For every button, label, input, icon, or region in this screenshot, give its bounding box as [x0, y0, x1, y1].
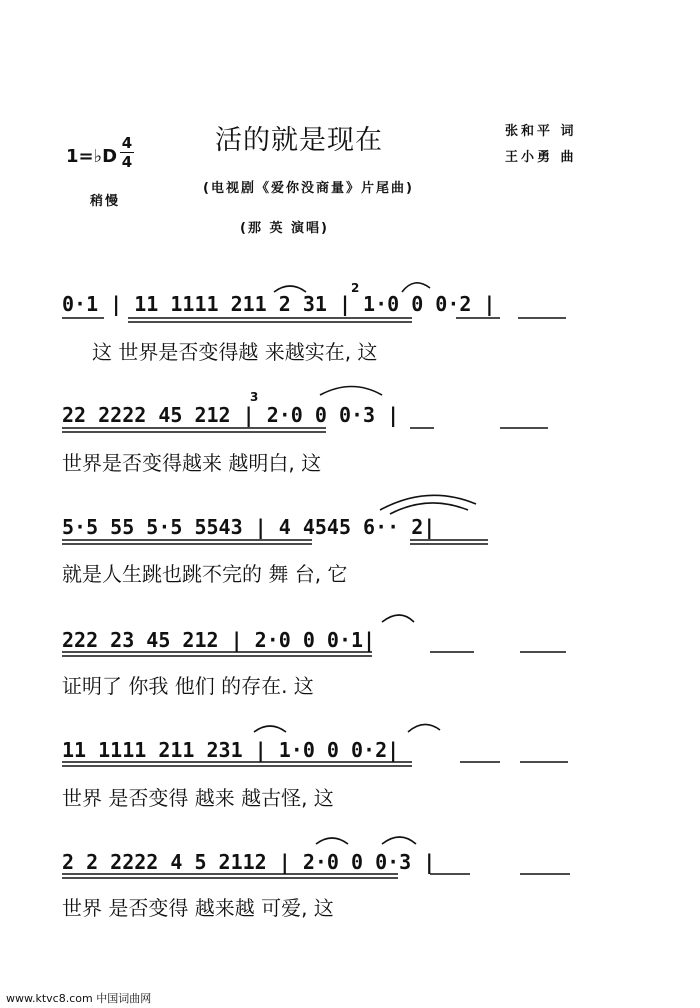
- lyric-line-2: 世界是否变得越来 越明白, 这: [62, 451, 322, 475]
- slur: [320, 387, 382, 396]
- tempo-marking: 稍慢: [90, 194, 121, 209]
- slur: [382, 837, 416, 844]
- lyric-line-5: 世界 是否变得 越来 越古怪, 这: [62, 786, 334, 810]
- slur: [254, 726, 286, 732]
- lyric-line-4: 证明了 你我 他们 的存在. 这: [62, 674, 314, 698]
- notation-line-6: 2 2 2222 4 5 2112 | 2·0 0 0·3 |: [62, 850, 436, 874]
- slur: [402, 283, 430, 292]
- slur: [390, 503, 468, 514]
- grace-note-2: 3: [250, 390, 259, 404]
- lyric-line-1: 这 世界是否变得越 来越实在, 这: [92, 340, 378, 364]
- slur: [316, 838, 348, 844]
- slur: [408, 724, 440, 732]
- key-signature: 1=♭D: [66, 146, 118, 167]
- grace-note-1: 2: [351, 281, 360, 295]
- notation-line-3: 5·5 55 5·5 5543 | 4 4545 6·· 2|: [62, 515, 436, 539]
- slur: [274, 286, 306, 292]
- slur: [382, 615, 414, 622]
- footer-watermark: www.ktvc8.com 中国词曲网: [6, 992, 152, 1005]
- notation-line-5: 11 1111 211 231 | 1·0 0 0·2|: [62, 738, 400, 762]
- lyric-line-6: 世界 是否变得 越来越 可爱, 这: [62, 896, 334, 920]
- notation-line-2: 22 2222 45 212 | 2·0 0 0·3 |: [62, 403, 400, 427]
- notation-line-4: 222 23 45 212 | 2·0 0 0·1|: [62, 628, 376, 652]
- lyricist-credit: 张和平 词: [505, 124, 577, 139]
- composer-credit: 王小勇 曲: [505, 150, 577, 165]
- subtitle: (电视剧《爱你没商量》片尾曲): [203, 181, 414, 196]
- song-title: 活的就是现在: [215, 125, 383, 156]
- time-sig-bottom: 4: [121, 153, 133, 171]
- singer-credit: (那 英 演唱): [240, 221, 329, 236]
- notation-line-1: 0·1 | 11 1111 211 2 31 | 1·0 0 0·2 |: [62, 292, 496, 316]
- time-sig-top: 4: [121, 134, 133, 152]
- lyric-line-3: 就是人生跳也跳不完的 舞 台, 它: [62, 562, 348, 586]
